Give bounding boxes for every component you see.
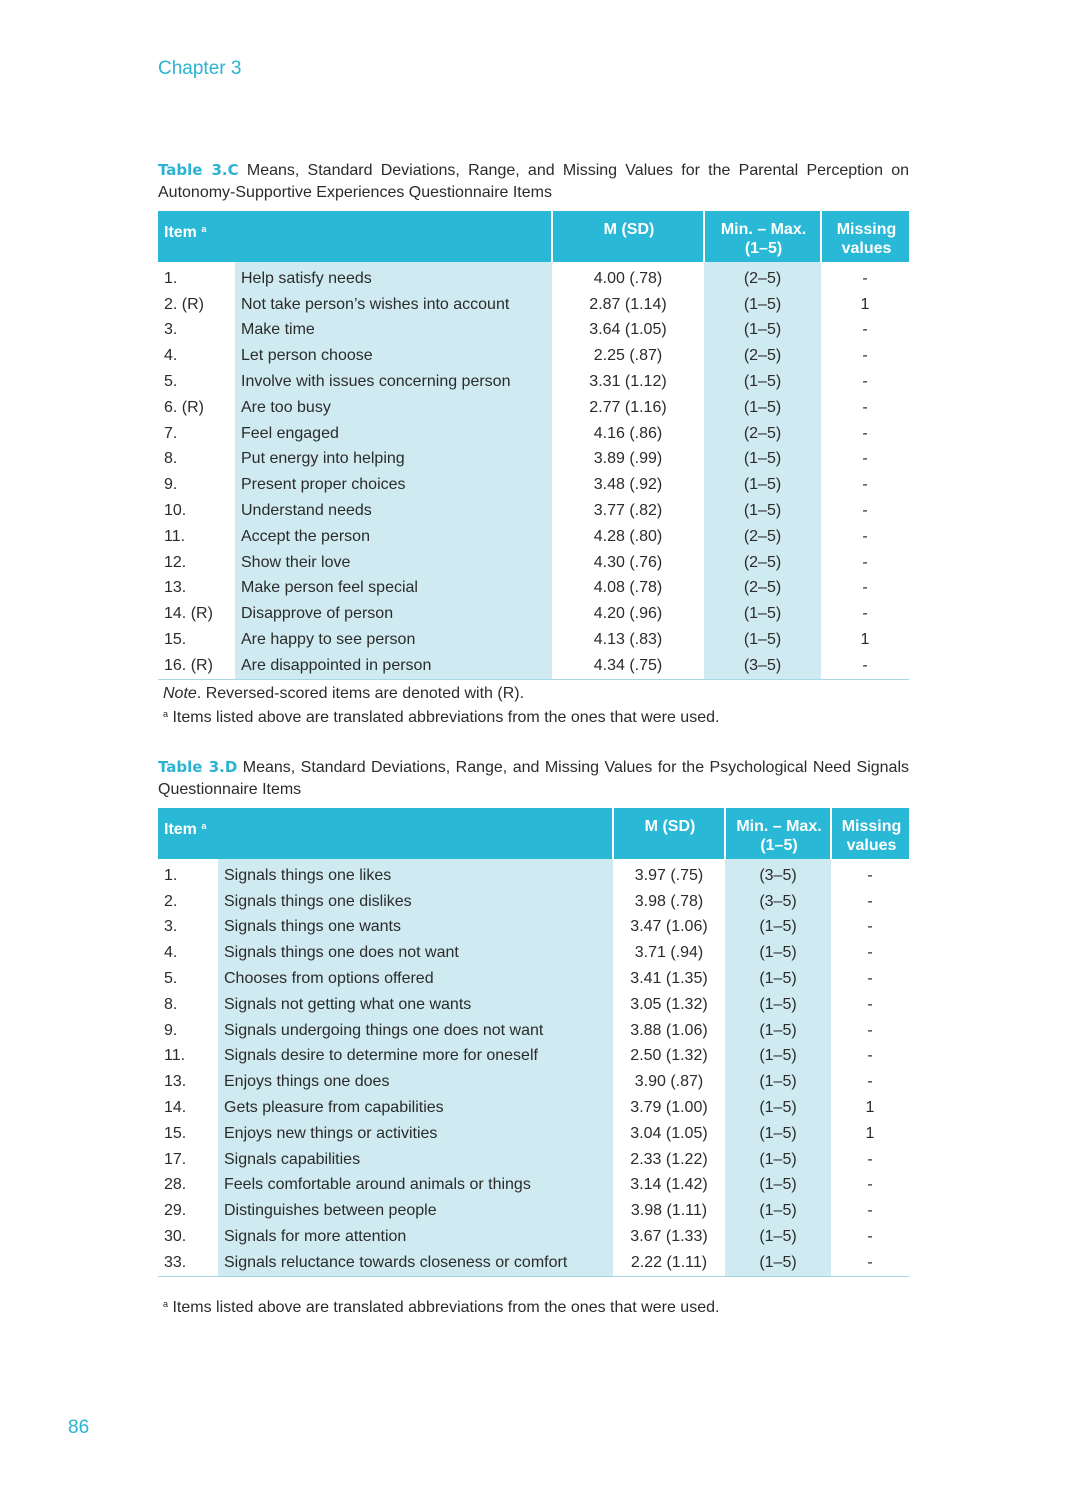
item-number: 8. (164, 995, 178, 1013)
table-row (158, 915, 909, 941)
range-value: (1–5) (704, 601, 821, 627)
item-label: Signals for more attention (218, 1224, 613, 1250)
table-row (158, 1018, 909, 1044)
missing-value: - (862, 527, 868, 545)
table-row (158, 262, 909, 292)
table-c-note: Note. Reversed-scored items are denoted with (R). (163, 685, 525, 702)
item-label: Not take person’s wishes into account (235, 292, 552, 318)
item-label: Signals things one wants (218, 915, 613, 941)
item-label: Enjoys things one does (218, 1069, 613, 1095)
mean-sd: 3.79 (1.00) (630, 1099, 708, 1117)
range-value: (1–5) (704, 395, 821, 421)
table-row (158, 653, 909, 679)
table-row (158, 966, 909, 992)
item-label: Accept the person (235, 524, 552, 550)
item-label: Signals things one dislikes (218, 889, 613, 915)
item-number: 9. (164, 1021, 178, 1039)
item-number: 8. (164, 450, 178, 468)
missing-value: - (867, 1021, 873, 1039)
range-value: (1–5) (704, 627, 821, 653)
item-number: 3. (164, 321, 178, 339)
range-value: (1–5) (725, 1018, 831, 1044)
missing-value: - (821, 653, 909, 679)
table-d-caption-text: Means, Standard Deviations, Range, and Missing Values for the Psychological Need Signals Questionnaire Items (158, 759, 909, 798)
header-minmax: Min. – Max. (1–5) (725, 808, 831, 859)
mean-sd: 4.16 (.86) (593, 424, 663, 442)
item-number: 2. (164, 892, 178, 910)
item-label: Signals reluctance towards closeness or comfort (218, 1250, 613, 1276)
mean-sd: 2.77 (1.16) (589, 398, 667, 416)
item-number: 1. (164, 866, 178, 884)
item-label: Distinguishes between people (218, 1198, 613, 1224)
item-number: 5. (164, 970, 178, 988)
table-row (158, 1095, 909, 1121)
header-item: Item $^a$ (158, 211, 552, 262)
missing-value: - (867, 1202, 873, 1220)
table-row (158, 1147, 909, 1173)
table-row (158, 369, 909, 395)
table-d-caption (158, 756, 909, 801)
range-value: (1–5) (725, 1069, 831, 1095)
table-row (158, 1198, 909, 1224)
item-number: 16. (R) (158, 653, 235, 679)
item-label: Feel engaged (235, 421, 552, 447)
range-value: (2–5) (704, 524, 821, 550)
item-number: 15. (164, 1124, 187, 1142)
mean-sd: 2.25 (.87) (593, 347, 663, 365)
missing-value: - (867, 1228, 873, 1246)
header-msd: M (SD) (613, 808, 725, 859)
item-number: 11. (164, 527, 186, 545)
item-number: 28. (164, 1176, 187, 1194)
table-c-label: Table 3.C (158, 161, 239, 179)
item-number: 7. (164, 424, 178, 442)
missing-value: - (831, 1250, 909, 1276)
item-number: 14. (164, 1099, 187, 1117)
table-row (158, 1173, 909, 1199)
header-missing: Missing values (821, 211, 909, 262)
mean-sd: 2.33 (1.22) (630, 1150, 708, 1168)
mean-sd: 4.30 (.76) (593, 553, 663, 571)
range-value: (1–5) (725, 1198, 831, 1224)
item-number: 14. (R) (164, 605, 213, 623)
missing-value: - (862, 476, 868, 494)
mean-sd: 4.00 (.78) (593, 269, 663, 287)
item-number: 15. (164, 631, 187, 649)
mean-sd: 3.77 (.82) (593, 502, 663, 520)
mean-sd: 3.98 (1.11) (630, 1202, 708, 1220)
mean-sd: 3.90 (.87) (634, 1073, 704, 1091)
table-c (158, 211, 909, 680)
table-row (158, 343, 909, 369)
item-label: Put energy into helping (235, 447, 552, 473)
range-value: (1–5) (704, 447, 821, 473)
missing-value: - (867, 944, 873, 962)
mean-sd: 3.71 (.94) (634, 944, 704, 962)
range-value: (1–5) (725, 966, 831, 992)
item-label: Are too busy (235, 395, 552, 421)
page-number: 86 (68, 1417, 90, 1438)
header-missing: Missing values (831, 808, 909, 859)
table-row (158, 524, 909, 550)
range-value: (1–5) (725, 1044, 831, 1070)
missing-value: - (862, 321, 868, 339)
table-row (158, 1121, 909, 1147)
table-row (158, 472, 909, 498)
item-number: 4. (164, 347, 178, 365)
range-value: (1–5) (704, 318, 821, 344)
missing-value: - (862, 424, 868, 442)
range-value: (1–5) (725, 1250, 831, 1276)
range-value: (2–5) (704, 550, 821, 576)
range-value: (1–5) (725, 1224, 831, 1250)
mean-sd: 4.34 (.75) (552, 653, 704, 679)
item-label: Chooses from options offered (218, 966, 613, 992)
item-number: 2. (R) (164, 295, 204, 313)
range-value: (3–5) (704, 653, 821, 679)
table-row (158, 498, 909, 524)
item-label: Signals not getting what one wants (218, 992, 613, 1018)
mean-sd: 3.67 (1.33) (630, 1228, 708, 1246)
range-value: (2–5) (704, 262, 821, 292)
item-number: 33. (158, 1250, 218, 1276)
mean-sd: 4.08 (.78) (593, 579, 663, 597)
table-row (158, 1044, 909, 1070)
table-c-caption-text: Means, Standard Deviations, Range, and Missing Values for the Parental Perception on Autonomy-Supportive Experiences Questionnaire Items (158, 162, 909, 201)
table-c-footnote: $^a$ Items listed above are translated abbreviations from the ones that were used. (163, 709, 720, 726)
missing-value: - (862, 553, 868, 571)
item-label: Are disappointed in person (235, 653, 552, 679)
item-number: 12. (164, 553, 187, 571)
missing-value: - (867, 1047, 873, 1065)
missing-value: - (862, 450, 868, 468)
range-value: (1–5) (704, 472, 821, 498)
range-value: (3–5) (725, 859, 831, 889)
item-number: 5. (164, 373, 178, 391)
table-row (158, 1069, 909, 1095)
mean-sd: 3.31 (1.12) (589, 373, 667, 391)
table-row (158, 292, 909, 318)
mean-sd: 3.14 (1.42) (630, 1176, 708, 1194)
item-label: Make person feel special (235, 576, 552, 602)
missing-value: - (867, 995, 873, 1013)
missing-value: - (862, 373, 868, 391)
table-row (158, 601, 909, 627)
item-label: Signals things one likes (218, 859, 613, 889)
range-value: (3–5) (725, 889, 831, 915)
range-value: (1–5) (725, 940, 831, 966)
item-label: Show their love (235, 550, 552, 576)
item-label: Signals desire to determine more for oneself (218, 1044, 613, 1070)
missing-value: - (862, 579, 868, 597)
item-label: Are happy to see person (235, 627, 552, 653)
missing-value: - (867, 892, 873, 910)
missing-value: 1 (865, 1099, 875, 1117)
item-number: 13. (164, 1073, 187, 1091)
table-row (158, 992, 909, 1018)
range-value: (1–5) (725, 1173, 831, 1199)
table-d (158, 808, 909, 1277)
item-label: Signals capabilities (218, 1147, 613, 1173)
range-value: (2–5) (704, 576, 821, 602)
table-row (158, 447, 909, 473)
table-c-caption (158, 159, 909, 204)
mean-sd: 3.04 (1.05) (630, 1124, 708, 1142)
item-label: Help satisfy needs (235, 262, 552, 292)
item-label: Feels comfortable around animals or things (218, 1173, 613, 1199)
range-value: (2–5) (704, 343, 821, 369)
table-row (158, 627, 909, 653)
missing-value: - (862, 398, 868, 416)
item-number: 4. (164, 944, 178, 962)
mean-sd: 3.98 (.78) (634, 892, 704, 910)
mean-sd: 3.05 (1.32) (630, 995, 708, 1013)
range-value: (1–5) (725, 1121, 831, 1147)
header-item: Item $^a$ (158, 808, 613, 859)
missing-value: - (862, 502, 868, 520)
item-number: 30. (164, 1228, 187, 1246)
item-label: Let person choose (235, 343, 552, 369)
mean-sd: 2.22 (1.11) (613, 1250, 725, 1276)
range-value: (1–5) (725, 992, 831, 1018)
table-row (158, 1250, 909, 1276)
missing-value: - (862, 605, 868, 623)
range-value: (1–5) (704, 369, 821, 395)
header-minmax: Min. – Max. (1–5) (704, 211, 821, 262)
item-number: 11. (164, 1047, 186, 1065)
item-number: 17. (164, 1150, 187, 1168)
table-row (158, 1224, 909, 1250)
mean-sd: 3.64 (1.05) (589, 321, 667, 339)
mean-sd: 3.89 (.99) (593, 450, 663, 468)
item-label: Signals undergoing things one does not want (218, 1018, 613, 1044)
mean-sd: 3.97 (.75) (634, 866, 704, 884)
range-value: (2–5) (704, 421, 821, 447)
item-label: Present proper choices (235, 472, 552, 498)
range-value: (1–5) (725, 915, 831, 941)
missing-value: - (862, 347, 868, 365)
range-value: (1–5) (704, 498, 821, 524)
mean-sd: 3.48 (.92) (593, 476, 663, 494)
table-d-label: Table 3.D (158, 758, 238, 776)
item-label: Gets pleasure from capabilities (218, 1095, 613, 1121)
chapter-heading: Chapter 3 (158, 58, 242, 79)
missing-value: 1 (860, 631, 870, 649)
missing-value: - (867, 1150, 873, 1168)
item-number: 29. (164, 1202, 187, 1220)
table-row (158, 889, 909, 915)
missing-value: 1 (865, 1124, 875, 1142)
item-number: 3. (164, 918, 178, 936)
table-row (158, 318, 909, 344)
missing-value: - (867, 1073, 873, 1091)
item-number: 6. (R) (164, 398, 204, 416)
table-d-footnote: $^a$ Items listed above are translated abbreviations from the ones that were used. (163, 1299, 720, 1316)
item-number: 1. (164, 269, 178, 287)
item-label: Make time (235, 318, 552, 344)
item-label: Involve with issues concerning person (235, 369, 552, 395)
missing-value: - (867, 918, 873, 936)
table-row (158, 421, 909, 447)
item-label: Understand needs (235, 498, 552, 524)
item-label: Disapprove of person (235, 601, 552, 627)
missing-value: - (867, 1176, 873, 1194)
mean-sd: 2.50 (1.32) (630, 1047, 708, 1065)
table-row (158, 550, 909, 576)
missing-value: - (862, 269, 868, 287)
range-value: (1–5) (725, 1147, 831, 1173)
mean-sd: 4.13 (.83) (593, 631, 663, 649)
missing-value: - (867, 866, 873, 884)
header-msd: M (SD) (552, 211, 704, 262)
missing-value: - (867, 970, 873, 988)
mean-sd: 4.20 (.96) (593, 605, 663, 623)
table-row (158, 395, 909, 421)
range-value: (1–5) (704, 292, 821, 318)
table-row (158, 859, 909, 889)
item-number: 9. (164, 476, 178, 494)
mean-sd: 2.87 (1.14) (589, 295, 667, 313)
table-row (158, 576, 909, 602)
missing-value: 1 (860, 295, 870, 313)
item-number: 13. (164, 579, 187, 597)
table-row (158, 940, 909, 966)
mean-sd: 4.28 (.80) (593, 527, 663, 545)
mean-sd: 3.41 (1.35) (630, 970, 708, 988)
mean-sd: 3.88 (1.06) (630, 1021, 708, 1039)
item-label: Signals things one does not want (218, 940, 613, 966)
item-number: 10. (164, 502, 187, 520)
mean-sd: 3.47 (1.06) (630, 918, 708, 936)
range-value: (1–5) (725, 1095, 831, 1121)
item-label: Enjoys new things or activities (218, 1121, 613, 1147)
